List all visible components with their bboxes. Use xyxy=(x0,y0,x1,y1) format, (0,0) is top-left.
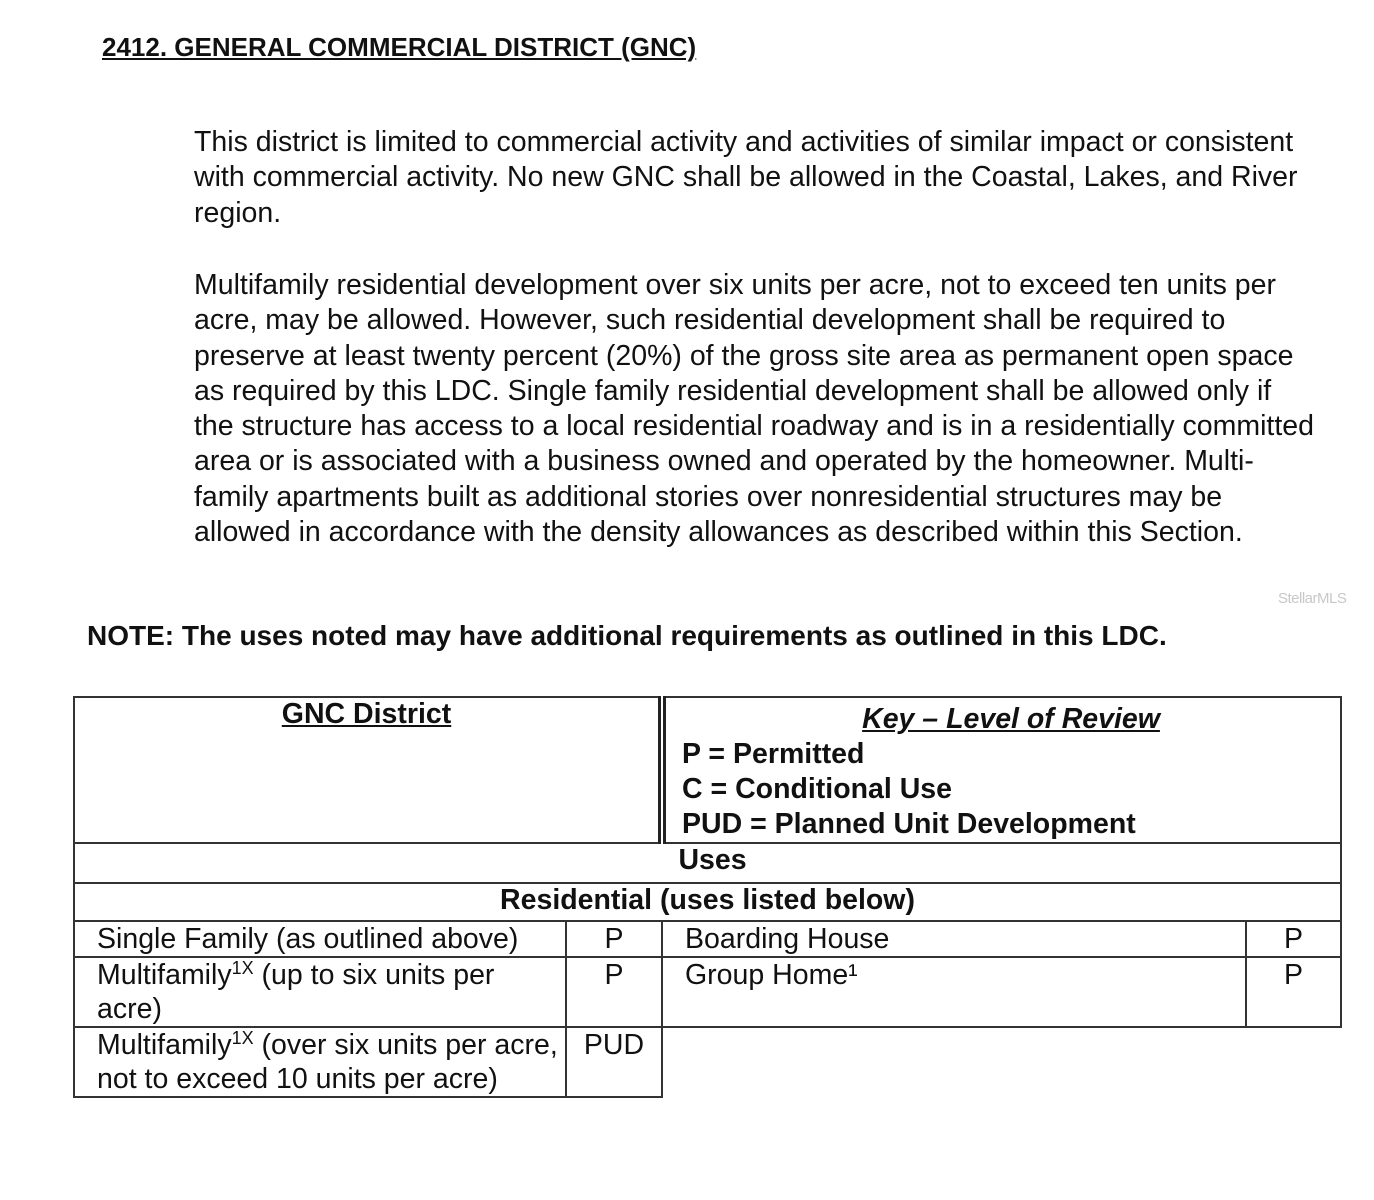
key-title: Key – Level of Review xyxy=(862,703,1160,735)
intro-paragraph: This district is limited to commercial activity and activities of similar impact or consistent with commercial activity. No new GNC shall be allowed in the Coastal, Lakes, and River region. xyxy=(194,126,1298,229)
use-cell: Boarding House xyxy=(662,921,1246,957)
use-cell: Group Home¹ xyxy=(662,957,1246,1027)
review-code: P xyxy=(1246,921,1341,957)
key-item-permitted: P = Permitted xyxy=(682,738,865,770)
district-cell xyxy=(74,697,662,843)
uses-table xyxy=(73,696,1342,1098)
key-item-pud: PUD = Planned Unit Development xyxy=(682,808,1136,840)
use-cell xyxy=(74,921,566,957)
use-label: Multifamily xyxy=(97,1029,232,1061)
district-label: GNC District xyxy=(281,698,452,730)
footnote-marker: 1X xyxy=(231,958,254,978)
watermark: StellarMLS xyxy=(1278,590,1347,607)
key-item-conditional: C = Conditional Use xyxy=(682,773,953,805)
table-row xyxy=(74,1027,1341,1097)
table-header-row xyxy=(74,697,1341,843)
residential-row xyxy=(74,883,1341,921)
review-key-cell xyxy=(662,697,1341,843)
residential-label: Residential (uses listed below) xyxy=(74,883,1341,921)
footnote-marker: 1X xyxy=(231,1028,254,1048)
use-label: Single Family (as outlined above) xyxy=(97,923,519,955)
empty-cell xyxy=(662,1027,1341,1097)
use-label: Multifamily xyxy=(97,959,232,991)
review-code: PUD xyxy=(566,1027,662,1097)
multifamily-paragraph: Multifamily residential development over six units per acre, not to exceed ten units per acre, may be allowed. However, such residential development shall be required to preserve at least twenty percent (20%) of the gross site area as permanent open space as required by this LDC. Single family residential development shall be allowed only if the structure has access to a local residential roadway and is in a residentially committed area or is associated with a business owned and operated by the homeowner. Multi-family apartments built as additional stories over nonresidential structures may be allowed in accordance with the density allowances as described within this Section. xyxy=(194,269,1314,549)
table-row xyxy=(74,921,1341,957)
note-text: NOTE: The uses noted may have additional requirements as outlined in this LDC. xyxy=(87,620,1167,651)
uses-label: Uses xyxy=(74,843,1341,883)
use-qualifier: (over six units per acre, not to exceed 10 units per acre) xyxy=(97,1029,558,1095)
use-qualifier: (up to six units per acre) xyxy=(97,959,495,1025)
review-code: P xyxy=(1246,957,1341,1027)
review-code: P xyxy=(566,921,662,957)
use-cell xyxy=(74,957,566,1027)
use-cell xyxy=(74,1027,566,1097)
table-row xyxy=(74,957,1341,1027)
section-heading: 2412. GENERAL COMMERCIAL DISTRICT (GNC) xyxy=(102,32,697,62)
review-code: P xyxy=(566,957,662,1027)
uses-row xyxy=(74,843,1341,883)
